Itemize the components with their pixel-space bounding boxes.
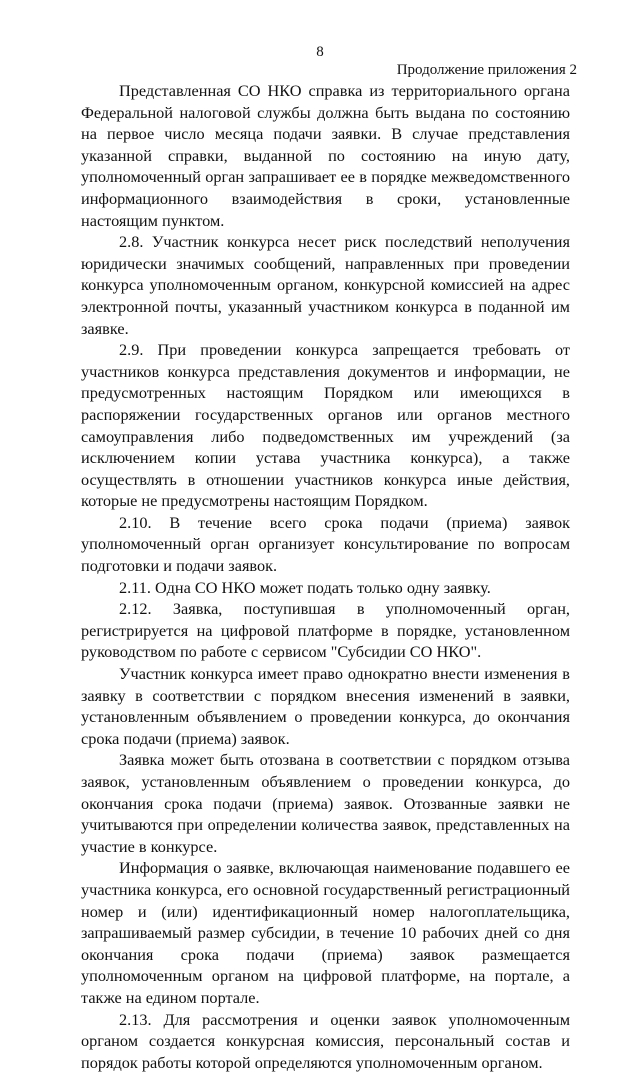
paragraph-application-info: Информация о заявке, включающая наименование подавшего ее участника конкурса, его основной государственный регистрационный номер и (или) идентификационный номер налогоплательщика, запрашиваемый размер субсидии, в течение 10 рабочих дней со дня окончания срока подачи (приема) заявок размещается уполномоченным органом на цифровой платформе, на портале, а также на едином портале. [81, 858, 570, 1007]
page-number: 8 [316, 44, 324, 60]
document-body [81, 80, 570, 1073]
paragraph-application-changes: Участник конкурса имеет право однократно внести изменения в заявку в соответствии с порядком внесения изменений в заявки, установленным объявлением о проведении конкурса, до окончания срока подачи (приема) заявок. [81, 664, 570, 748]
paragraph-2-13: 2.13. Для рассмотрения и оценки заявок уполномоченным органом создается конкурсная комиссия, персональный состав и порядок работы которой определяются уполномоченным органом. [81, 1009, 570, 1072]
appendix-continuation-note: Продолжение приложения 2 [396, 62, 577, 78]
paragraph-2-12: 2.12. Заявка, поступившая в уполномоченный орган, регистрируется на цифровой платформе в порядке, установленном руководством по работе с сервисом "Субсидии СО НКО". [81, 599, 570, 662]
paragraph-2-10: 2.10. В течение всего срока подачи (приема) заявок уполномоченный орган организует консультирование по вопросам подготовки и подачи заявок. [81, 512, 570, 576]
paragraph-tax-certificate: Представленная СО НКО справка из территориального органа Федеральной налоговой службы должна быть выдана по состоянию на первое число месяца подачи заявки. В случае представления указанной справки, выданной по состоянию на иную дату, уполномоченный орган запрашивает ее в порядке межведомственного информационного взаимодействия в сроки, установленные настоящим пунктом. [81, 81, 570, 230]
paragraph-2-11: 2.11. Одна СО НКО может подать только одну заявку. [119, 577, 491, 597]
paragraph-2-9: 2.9. При проведении конкурса запрещается требовать от участников конкурса представления документов и информации, не предусмотренных настоящим Порядком или имеющихся в распоряжении государственных органов или органов местного самоуправления либо подведомственных им учреждений (за исключением копии устава участника конкурса), а также осуществлять в отношении участников конкурса иные действия, которые не предусмотрены настоящим Порядком. [81, 340, 570, 511]
paragraph-application-withdrawal: Заявка может быть отозвана в соответствии с порядком отзыва заявок, установленным объявлением о проведении конкурса, до окончания срока подачи (приема) заявок. Отозванные заявки не учитываются при определении количества заявок, представленных на участие в конкурсе. [81, 750, 570, 856]
paragraph-2-8: 2.8. Участник конкурса несет риск последствий неполучения юридически значимых сообщений, направленных при проведении конкурса уполномоченным органом, конкурсной комиссией на адрес электронной почты, указанный участником конкурса в поданной им заявке. [81, 232, 570, 338]
